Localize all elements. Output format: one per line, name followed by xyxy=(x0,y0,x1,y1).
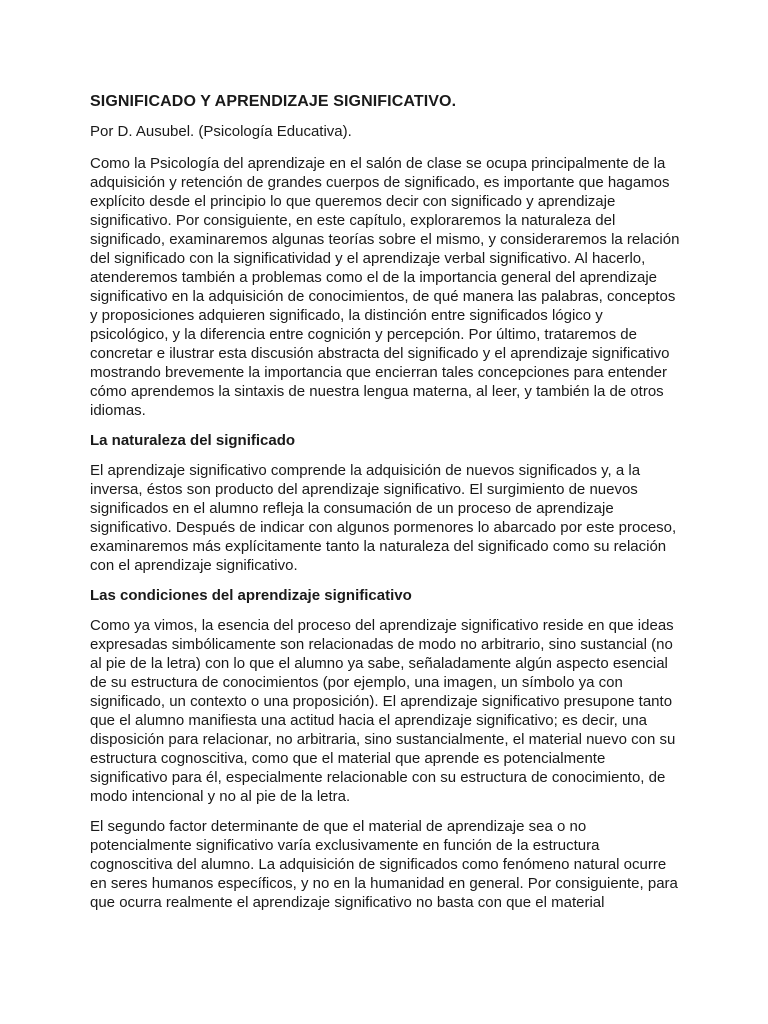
section-condiciones-paragraph-1: Como ya vimos, la esencia del proceso del aprendizaje significativo reside en que ideas expresadas simbólicamente son relacionadas de modo no arbitrario, sino sustancial (no al pie de la letra) con lo que el alumno ya sabe, señaladamente algún aspecto esencial de su estructura de conocimientos (por ejemplo, una imagen, un símbolo ya con significado, un contexto o una proposición). El aprendizaje significativo presupone tanto que el alumno manifiesta una actitud hacia el aprendizaje significativo; es decir, una disposición para relacionar, no arbitraria, sino sustancialmente, el material nuevo con su estructura cognoscitiva, como que el material que aprende es potencialmente significativo para él, especialmente relacionable con su estructura de conocimiento, de modo intencional y no al pie de la letra. xyxy=(90,617,676,805)
document-page xyxy=(90,92,680,923)
section-naturaleza-paragraph: El aprendizaje significativo comprende la adquisición de nuevos significados y, a la inversa, éstos son producto del aprendizaje significativo. El surgimiento de nuevos significados en el alumno refleja la consumación de un proceso de aprendizaje significativo. Después de indicar con algunos pormenores lo abarcado por este proceso, examinaremos más explícitamente tanto la naturaleza del significado como su relación con el aprendizaje significativo. xyxy=(90,462,677,574)
section-heading-condiciones: Las condiciones del aprendizaje significativo xyxy=(90,587,412,604)
document-title: SIGNIFICADO Y APRENDIZAJE SIGNIFICATIVO. xyxy=(90,93,457,110)
intro-paragraph: Como la Psicología del aprendizaje en el salón de clase se ocupa principalmente de la adquisición y retención de grandes cuerpos de significado, es importante que hagamos explícito desde el principio lo que queremos decir con significado y aprendizaje significativo. Por consiguiente, en este capítulo, exploraremos la naturaleza del significado, examinaremos algunas teorías sobre el mismo, y consideraremos la relación del significado con la significatividad y el aprendizaje verbal significativo. Al hacerlo, atenderemos también a problemas como el de la importancia general del aprendizaje significativo en la adquisición de conocimientos, de qué manera las palabras, conceptos y proposiciones adquieren significado, la distinción entre significados lógico y psicológico, y la diferencia entre cognición y percepción. Por último, trataremos de concretar e ilustrar esta discusión abstracta del significado y el aprendizaje significativo mostrando brevemente la importancia que encierran tales concepciones para entender cómo aprendemos la sintaxis de nuestra lengua materna, al leer, y también la de otros idiomas. xyxy=(90,155,680,419)
document-byline: Por D. Ausubel. (Psicología Educativa). xyxy=(90,123,352,140)
section-heading-naturaleza: La naturaleza del significado xyxy=(90,432,296,449)
section-condiciones-paragraph-2: El segundo factor determinante de que el material de aprendizaje sea o no potencialmente significativo varía exclusivamente en función de la estructura cognoscitiva del alumno. La adquisición de significados como fenómeno natural ocurre en seres humanos específicos, y no en la humanidad en general. Por consiguiente, para que ocurra realmente el aprendizaje significativo no basta con que el material xyxy=(90,818,678,911)
